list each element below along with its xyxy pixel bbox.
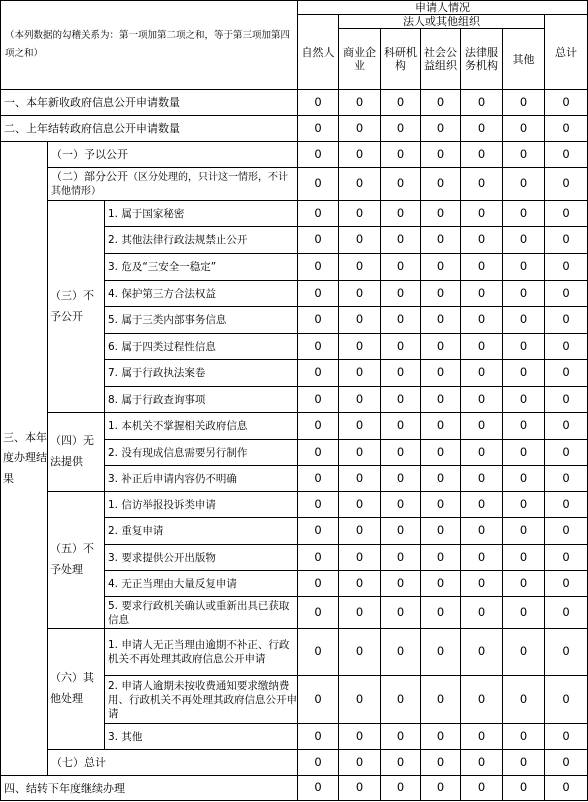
row-g6-item-3-value-4: 0 (421, 724, 461, 750)
row-g3-item-7-value-1: 0 (298, 360, 339, 387)
row-s2-value-5: 0 (461, 116, 503, 142)
row-g6-item-1-value-5: 0 (461, 629, 503, 676)
row-s2 (1, 116, 588, 142)
row-g3-item-1 (1, 201, 588, 227)
row-s4-value-7: 0 (545, 776, 588, 801)
row-g5-item-5-value-1: 0 (298, 597, 339, 629)
row-g6-item-3-value-7: 0 (545, 724, 588, 750)
row-g4-item-1-value-7: 0 (545, 413, 588, 440)
row-g3-item-8-value-2: 0 (339, 387, 381, 413)
row-g1-value-4: 0 (421, 142, 461, 168)
row-s4-value-6: 0 (503, 776, 545, 801)
row-g6-item-2-value-4: 0 (421, 676, 461, 724)
row-s1-value-2: 0 (339, 90, 381, 116)
row-s2-value-3: 0 (381, 116, 421, 142)
item-g6-3: 3. 其他 (105, 724, 298, 750)
row-g6-item-2-value-3: 0 (381, 676, 421, 724)
row-g5-item-2-value-7: 0 (545, 518, 588, 545)
row-g5-item-2-value-3: 0 (381, 518, 421, 545)
item-g5-2: 2. 重复申请 (105, 518, 298, 545)
row-g6-item-1-value-1: 0 (298, 629, 339, 676)
header-legal-group: 法人或其他组织 (339, 15, 545, 29)
item-g5-1: 1. 信访举报投诉类申请 (105, 492, 298, 518)
row-g3-item-5-value-2: 0 (339, 307, 381, 334)
row-g3-item-1-value-6: 0 (503, 201, 545, 227)
row-g4-item-3-value-7: 0 (545, 466, 588, 492)
row-g3-item-1-value-1: 0 (298, 201, 339, 227)
row-g5-item-5-value-6: 0 (503, 597, 545, 629)
header-other: 其他 (503, 29, 545, 90)
row-s4-value-2: 0 (339, 776, 381, 801)
item-g3-3: 3. 危及“三安全一稳定” (105, 254, 298, 281)
row-g3-item-8-value-1: 0 (298, 387, 339, 413)
header-note: （本列数据的勾稽关系为：第一项加第二项之和，等于第三项加第四项之和） (1, 1, 298, 90)
row-g5-item-1-value-4: 0 (421, 492, 461, 518)
header-total: 总计 (545, 15, 588, 90)
row-g3-item-4-value-7: 0 (545, 281, 588, 307)
row-g3-item-6-value-7: 0 (545, 334, 588, 360)
row-g3-item-1-value-7: 0 (545, 201, 588, 227)
item-g3-8: 8. 属于行政查询事项 (105, 387, 298, 413)
row-g2-value-7: 0 (545, 168, 588, 201)
item-g5-4: 4. 无正当理由大量反复申请 (105, 571, 298, 597)
row-g7-value-6: 0 (503, 750, 545, 776)
item-g6-2: 2. 申请人逾期未按收费通知要求缴纳费用、行政机关不再处理其政府信息公开申请 (105, 676, 298, 724)
row-g2-value-4: 0 (421, 168, 461, 201)
row-s1 (1, 90, 588, 116)
item-g3-7: 7. 属于行政执法案卷 (105, 360, 298, 387)
row-g3-item-2-value-2: 0 (339, 227, 381, 254)
row-g6-item-3-value-6: 0 (503, 724, 545, 750)
row-g6-item-1 (1, 629, 588, 676)
row-g3-item-6-value-5: 0 (461, 334, 503, 360)
group-5-label: （五）不予处理 (48, 492, 105, 629)
row-g3-item-5-value-7: 0 (545, 307, 588, 334)
item-g3-2: 2. 其他法律行政法规禁止公开 (105, 227, 298, 254)
row-s1-value-6: 0 (503, 90, 545, 116)
item-g4-3: 3. 补正后申请内容仍不明确 (105, 466, 298, 492)
item-g3-1: 1. 属于国家秘密 (105, 201, 298, 227)
row-g5-item-3-value-6: 0 (503, 545, 545, 571)
row-g3-item-6-value-1: 0 (298, 334, 339, 360)
row-s4-value-3: 0 (381, 776, 421, 801)
item-g3-6: 6. 属于四类过程性信息 (105, 334, 298, 360)
row-g5-item-5-value-7: 0 (545, 597, 588, 629)
row-g5-item-5-value-4: 0 (421, 597, 461, 629)
row-g5-item-2-value-4: 0 (421, 518, 461, 545)
row-s2-value-1: 0 (298, 116, 339, 142)
row-g5-item-3-value-4: 0 (421, 545, 461, 571)
row-g5-item-2-value-5: 0 (461, 518, 503, 545)
row-g6-item-3-value-5: 0 (461, 724, 503, 750)
row-g6-item-1-value-3: 0 (381, 629, 421, 676)
row-g5-item-2-value-2: 0 (339, 518, 381, 545)
row-s4-value-1: 0 (298, 776, 339, 801)
row-g4-item-3-value-1: 0 (298, 466, 339, 492)
row-g5-item-1-value-5: 0 (461, 492, 503, 518)
row-g3-item-4-value-5: 0 (461, 281, 503, 307)
row-g3-item-7-value-2: 0 (339, 360, 381, 387)
row-g5-item-4-value-7: 0 (545, 571, 588, 597)
row-g3-item-6-value-4: 0 (421, 334, 461, 360)
row-g3-item-5-value-3: 0 (381, 307, 421, 334)
row-g5-item-2-value-6: 0 (503, 518, 545, 545)
section-3-label: 三、本年度办理结果 (1, 142, 48, 776)
row-s1-value-4: 0 (421, 90, 461, 116)
section-2-label: 二、上年结转政府信息公开申请数量 (1, 116, 298, 142)
row-g1-value-7: 0 (545, 142, 588, 168)
row-g6-item-1-value-7: 0 (545, 629, 588, 676)
row-g4-item-1-value-1: 0 (298, 413, 339, 440)
row-g3-item-8-value-4: 0 (421, 387, 461, 413)
row-g4-item-3-value-4: 0 (421, 466, 461, 492)
header-legal-service: 法律服务机构 (461, 29, 503, 90)
row-g3-item-2-value-6: 0 (503, 227, 545, 254)
row-g3-item-6-value-2: 0 (339, 334, 381, 360)
row-g7-value-1: 0 (298, 750, 339, 776)
row-g2-value-3: 0 (381, 168, 421, 201)
group-6-label: （六）其他处理 (48, 629, 105, 750)
row-g3-item-2-value-4: 0 (421, 227, 461, 254)
row-g6-item-2-value-7: 0 (545, 676, 588, 724)
row-s4-value-5: 0 (461, 776, 503, 801)
group-2-label: （二）部分公开 (51, 170, 128, 184)
row-g3-item-7-value-3: 0 (381, 360, 421, 387)
section-4-label: 四、结转下年度继续办理 (1, 776, 298, 801)
row-g5-item-3-value-1: 0 (298, 545, 339, 571)
row-g3-item-7-value-4: 0 (421, 360, 461, 387)
row-g6-item-1-value-4: 0 (421, 629, 461, 676)
row-s2-value-7: 0 (545, 116, 588, 142)
row-g7-value-5: 0 (461, 750, 503, 776)
row-g2-value-1: 0 (298, 168, 339, 201)
row-s4-value-4: 0 (421, 776, 461, 801)
header-commercial: 商业企业 (339, 29, 381, 90)
row-g5-item-1-value-7: 0 (545, 492, 588, 518)
row-g4-item-2-value-7: 0 (545, 440, 588, 466)
row-g3-item-8-value-5: 0 (461, 387, 503, 413)
row-g3-item-3-value-7: 0 (545, 254, 588, 281)
row-s1-value-5: 0 (461, 90, 503, 116)
row-g3-item-4-value-3: 0 (381, 281, 421, 307)
row-g5-item-4-value-3: 0 (381, 571, 421, 597)
row-g2-value-6: 0 (503, 168, 545, 201)
row-g3-item-1-value-3: 0 (381, 201, 421, 227)
row-g7 (1, 750, 588, 776)
row-g4-item-1 (1, 413, 588, 440)
row-g1-value-2: 0 (339, 142, 381, 168)
row-g3-item-8-value-7: 0 (545, 387, 588, 413)
row-g3-item-7-value-5: 0 (461, 360, 503, 387)
row-g4-item-2-value-3: 0 (381, 440, 421, 466)
header-social: 社会公益组织 (421, 29, 461, 90)
item-g3-4: 4. 保护第三方合法权益 (105, 281, 298, 307)
row-g5-item-1 (1, 492, 588, 518)
row-g4-item-1-value-4: 0 (421, 413, 461, 440)
row-g3-item-3-value-5: 0 (461, 254, 503, 281)
row-g3-item-5-value-4: 0 (421, 307, 461, 334)
row-g6-item-2-value-6: 0 (503, 676, 545, 724)
row-g3-item-4-value-6: 0 (503, 281, 545, 307)
row-g5-item-3-value-7: 0 (545, 545, 588, 571)
row-g1-value-1: 0 (298, 142, 339, 168)
row-g6-item-2-value-2: 0 (339, 676, 381, 724)
row-g5-item-1-value-3: 0 (381, 492, 421, 518)
item-g5-3: 3. 要求提供公开出版物 (105, 545, 298, 571)
row-s2-value-2: 0 (339, 116, 381, 142)
row-g5-item-5-value-5: 0 (461, 597, 503, 629)
row-g3-item-4-value-2: 0 (339, 281, 381, 307)
row-g4-item-1-value-6: 0 (503, 413, 545, 440)
item-g3-5: 5. 属于三类内部事务信息 (105, 307, 298, 334)
item-g4-2: 2. 没有现成信息需要另行制作 (105, 440, 298, 466)
row-g4-item-1-value-3: 0 (381, 413, 421, 440)
group-4-label: （四）无法提供 (48, 413, 105, 492)
row-g5-item-4-value-6: 0 (503, 571, 545, 597)
row-g7-value-7: 0 (545, 750, 588, 776)
row-g3-item-7-value-7: 0 (545, 360, 588, 387)
header-research: 科研机构 (381, 29, 421, 90)
row-g3-item-1-value-4: 0 (421, 201, 461, 227)
row-g7-value-3: 0 (381, 750, 421, 776)
row-g1-value-3: 0 (381, 142, 421, 168)
row-g5-item-3-value-2: 0 (339, 545, 381, 571)
row-g6-item-2-value-1: 0 (298, 676, 339, 724)
row-g3-item-6-value-6: 0 (503, 334, 545, 360)
row-g1-value-6: 0 (503, 142, 545, 168)
row-g3-item-4-value-4: 0 (421, 281, 461, 307)
row-g3-item-1-value-2: 0 (339, 201, 381, 227)
row-g3-item-3-value-1: 0 (298, 254, 339, 281)
row-g5-item-1-value-1: 0 (298, 492, 339, 518)
row-g2-value-5: 0 (461, 168, 503, 201)
row-g4-item-1-value-5: 0 (461, 413, 503, 440)
row-s2-value-4: 0 (421, 116, 461, 142)
row-g3-item-3-value-2: 0 (339, 254, 381, 281)
row-g5-item-4-value-5: 0 (461, 571, 503, 597)
row-g3-item-2-value-7: 0 (545, 227, 588, 254)
row-g6-item-1-value-2: 0 (339, 629, 381, 676)
row-g3-item-3-value-3: 0 (381, 254, 421, 281)
row-g5-item-4-value-4: 0 (421, 571, 461, 597)
row-g4-item-3-value-6: 0 (503, 466, 545, 492)
row-g3-item-5-value-6: 0 (503, 307, 545, 334)
row-g4-item-2-value-1: 0 (298, 440, 339, 466)
row-g5-item-4-value-2: 0 (339, 571, 381, 597)
section-1-label: 一、本年新收政府信息公开申请数量 (1, 90, 298, 116)
item-g6-1: 1. 申请人无正当理由逾期不补正、行政机关不再处理其政府信息公开申请 (105, 629, 298, 676)
row-g3-item-8-value-3: 0 (381, 387, 421, 413)
header-natural-person: 自然人 (298, 15, 339, 90)
row-s1-value-1: 0 (298, 90, 339, 116)
row-g5-item-1-value-2: 0 (339, 492, 381, 518)
row-g3-item-1-value-5: 0 (461, 201, 503, 227)
row-g3-item-8-value-6: 0 (503, 387, 545, 413)
row-g3-item-2-value-5: 0 (461, 227, 503, 254)
row-g3-item-6-value-3: 0 (381, 334, 421, 360)
row-g6-item-2-value-5: 0 (461, 676, 503, 724)
row-g4-item-1-value-2: 0 (339, 413, 381, 440)
row-g5-item-5-value-2: 0 (339, 597, 381, 629)
row-g6-item-3-value-1: 0 (298, 724, 339, 750)
row-g3-item-7-value-6: 0 (503, 360, 545, 387)
row-g6-item-3-value-3: 0 (381, 724, 421, 750)
group-2-cell (48, 168, 298, 201)
row-g1-value-5: 0 (461, 142, 503, 168)
row-g4-item-3-value-5: 0 (461, 466, 503, 492)
row-g2 (1, 168, 588, 201)
row-g7-value-4: 0 (421, 750, 461, 776)
row-g3-item-3-value-4: 0 (421, 254, 461, 281)
row-g3-item-5-value-5: 0 (461, 307, 503, 334)
item-g4-1: 1. 本机关不掌握相关政府信息 (105, 413, 298, 440)
row-g4-item-3-value-2: 0 (339, 466, 381, 492)
row-g7-value-2: 0 (339, 750, 381, 776)
row-s2-value-6: 0 (503, 116, 545, 142)
row-g3-item-3-value-6: 0 (503, 254, 545, 281)
header-applicant: 申请人情况 (298, 1, 588, 15)
row-s1-value-7: 0 (545, 90, 588, 116)
row-g4-item-2-value-5: 0 (461, 440, 503, 466)
row-g1 (1, 142, 588, 168)
group-3-label: （三）不予公开 (48, 201, 105, 413)
group-1-label: （一）予以公开 (48, 142, 298, 168)
row-g2-value-2: 0 (339, 168, 381, 201)
row-g5-item-5-value-3: 0 (381, 597, 421, 629)
row-g5-item-4-value-1: 0 (298, 571, 339, 597)
group-7-label: （七）总计 (48, 750, 298, 776)
row-s4 (1, 776, 588, 801)
row-g3-item-2-value-1: 0 (298, 227, 339, 254)
row-g4-item-2-value-6: 0 (503, 440, 545, 466)
row-s1-value-3: 0 (381, 90, 421, 116)
row-g3-item-5-value-1: 0 (298, 307, 339, 334)
row-g5-item-3-value-5: 0 (461, 545, 503, 571)
row-g5-item-3-value-3: 0 (381, 545, 421, 571)
row-g3-item-2-value-3: 0 (381, 227, 421, 254)
row-g4-item-3-value-3: 0 (381, 466, 421, 492)
row-g6-item-1-value-6: 0 (503, 629, 545, 676)
row-g4-item-2-value-4: 0 (421, 440, 461, 466)
row-g6-item-3-value-2: 0 (339, 724, 381, 750)
row-g4-item-2-value-2: 0 (339, 440, 381, 466)
row-g5-item-1-value-6: 0 (503, 492, 545, 518)
row-g3-item-4-value-1: 0 (298, 281, 339, 307)
group-2-note: （区分处理的，只计这一情形，不计其他情形） (51, 172, 288, 198)
row-g5-item-2-value-1: 0 (298, 518, 339, 545)
item-g5-5: 5. 要求行政机关确认或重新出具已获取信息 (105, 597, 298, 629)
header-row-1 (1, 1, 588, 15)
